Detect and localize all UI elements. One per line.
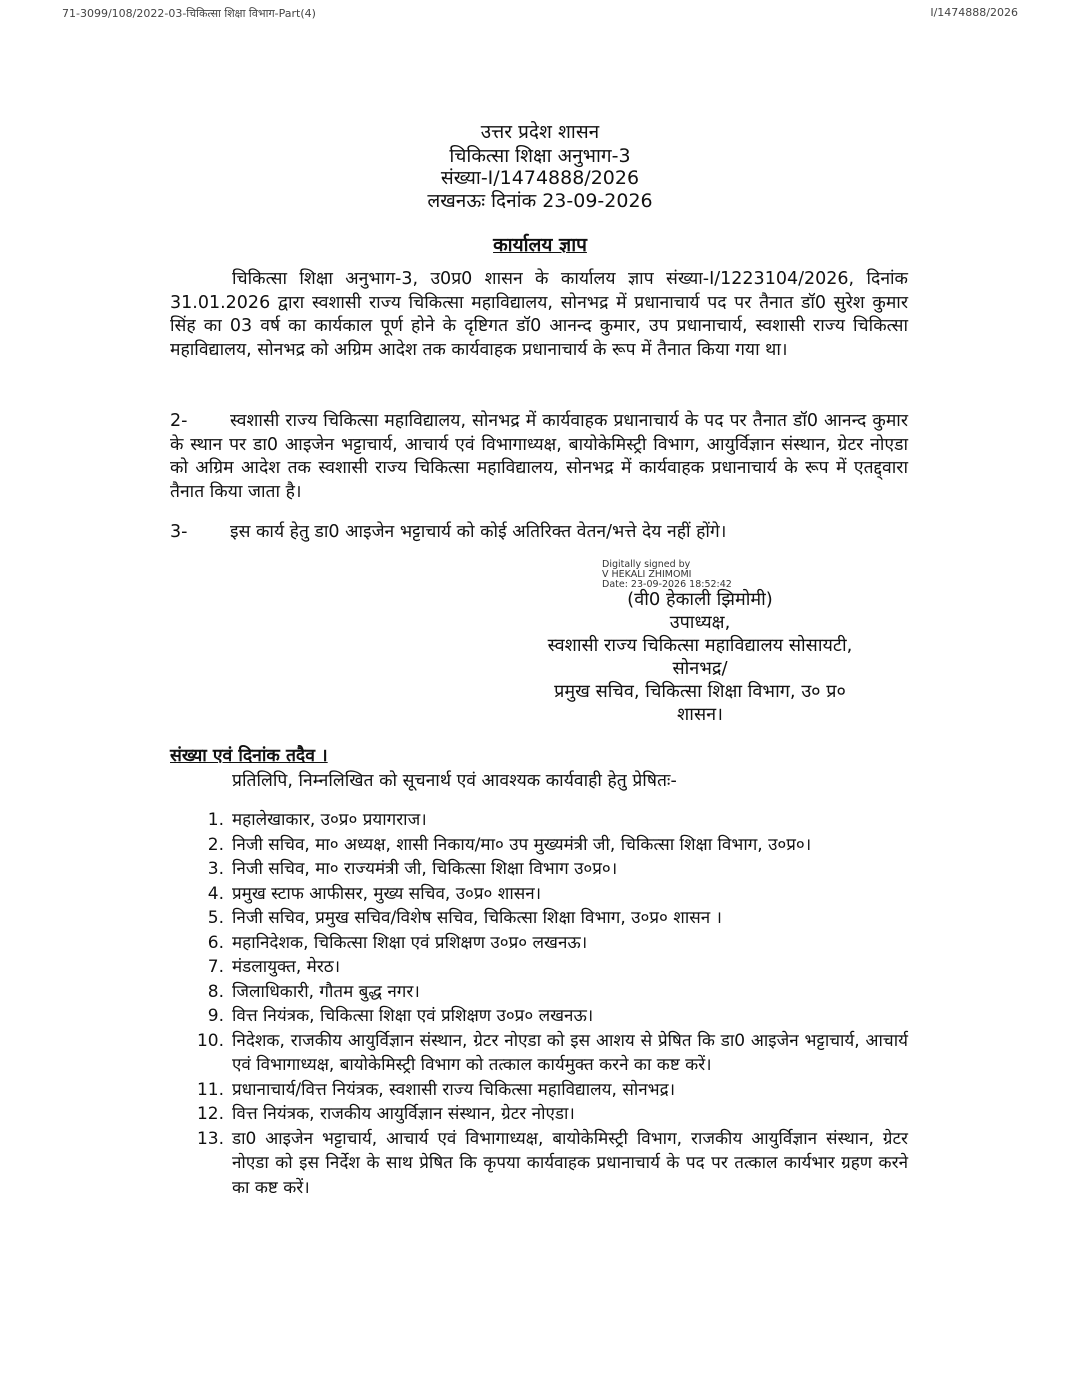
list-item-text: निजी सचिव, मा० राज्यमंत्री जी, चिकित्सा शिक्षा विभाग उ०प्र०।	[232, 859, 618, 879]
digital-signature-stamp	[602, 560, 732, 590]
list-item	[170, 1078, 908, 1103]
list-item	[170, 1102, 908, 1127]
order-number: संख्या-I/1474888/2026	[440, 167, 640, 189]
list-item-text: वित्त नियंत्रक, चिकित्सा शिक्षा एवं प्रशिक्षण उ०प्र० लखनऊ।	[232, 1006, 594, 1026]
paragraph-2-text: स्वशासी राज्य चिकित्सा महाविद्यालय, सोनभद्र में कार्यवाहक प्रधानाचार्य के पद पर तैनात डॉ0 आनन्द कुमार के स्थान पर डा0 आइजेन भट्टाचार्य, आचार्य एवं विभागाध्यक्ष, बायोकेमिस्ट्री विभाग, आयुर्विज्ञान संस्थान, ग्रेटर नोएडा को अग्रिम आदेश तक स्वशासी राज्य चिकित्सा महाविद्यालय, सोनभद्र में कार्यवाहक प्रधानाचार्य के रूप में एतद्द्वारा तैनात किया जाता है।	[170, 411, 908, 502]
copy-intro: प्रतिलिपि, निम्नलिखित को सूचनार्थ एवं आवश्यक कार्यवाही हेतु प्रेषितः-	[232, 771, 677, 791]
list-item-number: 2.	[207, 834, 224, 855]
list-item-text: डा0 आइजेन भट्टाचार्य, आचार्य एवं विभागाध्यक्ष, बायोकेमिस्ट्री विभाग, राजकीय आयुर्विज्ञान संस्थान, ग्रेटर नोएडा को इस निर्देश के साथ प्रेषित कि कृपया कार्यवाहक प्रधानाचार्य के पद पर तत्काल कार्यभार ग्रहण करने का कष्ट करें।	[232, 1128, 908, 1198]
signatory-designation-4: प्रमुख सचिव, चिकित्सा शिक्षा विभाग, उ० प्र०	[554, 681, 846, 702]
distribution-list	[170, 808, 908, 1200]
signatory-designation-5: शासन।	[677, 704, 723, 725]
stamp-date: Date: 23-09-2026 18:52:42	[602, 579, 732, 590]
list-item-number: 13.	[196, 1128, 224, 1149]
list-item	[170, 1004, 908, 1029]
paragraph-2	[170, 410, 908, 504]
file-reference-header: 71-3099/108/2022-03-चिकित्सा शिक्षा विभाग-Part(4)	[62, 7, 316, 20]
list-item-number: 1.	[207, 810, 224, 830]
paragraph-1: चिकित्सा शिक्षा अनुभाग-3, उ0प्र0 शासन के कार्यालय ज्ञाप संख्या-I/1223104/2026, दिनांक 31.01.2026 द्वारा स्वशासी राज्य चिकित्सा महाविद्यालय, सोनभद्र में प्रधानाचार्य पद पर तैनात डॉ0 सुरेश कुमार सिंह का 03 वर्ष का कार्यकाल पूर्ण होने के दृष्टिगत डॉ0 आनन्द कुमार, उप प्रधानाचार्य, स्वशासी राज्य चिकित्सा महाविद्यालय, सोनभद्र को अग्रिम आदेश तक कार्यवाहक प्रधानाचार्य के रूप में तैनात किया गया था।	[170, 269, 908, 360]
list-item	[170, 906, 908, 931]
list-item-text: प्रमुख स्टाफ आफीसर, मुख्य सचिव, उ०प्र० शासन।	[232, 883, 542, 904]
signatory-designation-2: स्वशासी राज्य चिकित्सा महाविद्यालय सोसायटी,	[547, 635, 853, 656]
stamp-line-1: Digitally signed by	[602, 559, 691, 570]
list-item-number: 8.	[207, 981, 224, 1002]
list-item-number: 7.	[207, 957, 224, 977]
list-item	[170, 808, 908, 833]
document-title: कार्यालय ज्ञाप	[493, 234, 587, 256]
list-item-number: 6.	[207, 932, 224, 953]
government-heading: उत्तर प्रदेश शासन	[480, 121, 600, 143]
section-heading: चिकित्सा शिक्षा अनुभाग-3	[449, 145, 631, 167]
list-item-number: 4.	[207, 883, 224, 904]
signature-block	[490, 588, 910, 726]
list-item-text: महानिदेशक, चिकित्सा शिक्षा एवं प्रशिक्षण उ०प्र० लखनऊ।	[232, 932, 588, 953]
list-item-text: निजी सचिव, मा० अध्यक्ष, शासी निकाय/मा० उप मुख्यमंत्री जी, चिकित्सा शिक्षा विभाग, उ०प्र०।	[232, 834, 812, 855]
list-item	[170, 980, 908, 1005]
list-item-text: जिलाधिकारी, गौतम बुद्ध नगर।	[232, 981, 420, 1002]
paragraph-3-number: 3-	[170, 522, 188, 542]
list-item	[170, 931, 908, 956]
list-item	[170, 1127, 908, 1201]
list-item-number: 9.	[207, 1006, 224, 1026]
list-item-number: 12.	[196, 1104, 224, 1124]
list-item-text: मंडलायुक्त, मेरठ।	[232, 957, 341, 977]
paragraph-3	[170, 521, 908, 545]
signatory-designation-1: उपाध्यक्ष,	[669, 612, 731, 633]
list-item-number: 10.	[196, 1030, 224, 1051]
list-item	[170, 857, 908, 882]
paragraph-3-text: इस कार्य हेतु डा0 आइजेन भट्टाचार्य को कोई अतिरिक्त वेतन/भत्ते देय नहीं होंगे।	[230, 522, 727, 542]
stamp-signer: V HEKALI ZHIMOMI	[602, 569, 692, 580]
list-item-text: महालेखाकार, उ०प्र० प्रयागराज।	[232, 810, 427, 830]
list-item-number: 5.	[207, 908, 224, 928]
list-item-text: प्रधानाचार्य/वित्त नियंत्रक, स्वशासी राज्य चिकित्सा महाविद्यालय, सोनभद्र।	[232, 1079, 676, 1100]
paragraph-2-number: 2-	[170, 411, 188, 431]
list-item	[170, 955, 908, 980]
list-item-number: 3.	[207, 859, 224, 879]
list-item-text: निदेशक, राजकीय आयुर्विज्ञान संस्थान, ग्रेटर नोएडा को इस आशय से प्रेषित कि डा0 आइजेन भट्टाचार्य, आचार्य एवं विभागाध्यक्ष, बायोकेमिस्ट्री विभाग को तत्काल कार्यमुक्त करने का कष्ट करें।	[232, 1030, 908, 1075]
list-item	[170, 833, 908, 858]
place-date: लखनऊः दिनांक 23-09-2026	[427, 190, 653, 212]
copy-heading: संख्या एवं दिनांक तदैव ।	[170, 746, 328, 766]
document-number-header: I/1474888/2026	[930, 6, 1018, 19]
signatory-name: (वी0 हेकाली झिमोमी)	[627, 589, 773, 610]
signatory-designation-3: सोनभद्र/	[672, 658, 728, 679]
list-item-text: वित्त नियंत्रक, राजकीय आयुर्विज्ञान संस्थान, ग्रेटर नोएडा।	[232, 1104, 575, 1124]
list-item	[170, 882, 908, 907]
list-item-text: निजी सचिव, प्रमुख सचिव/विशेष सचिव, चिकित्सा शिक्षा विभाग, उ०प्र० शासन ।	[232, 908, 722, 928]
list-item-number: 11.	[196, 1079, 224, 1100]
list-item	[170, 1029, 908, 1078]
